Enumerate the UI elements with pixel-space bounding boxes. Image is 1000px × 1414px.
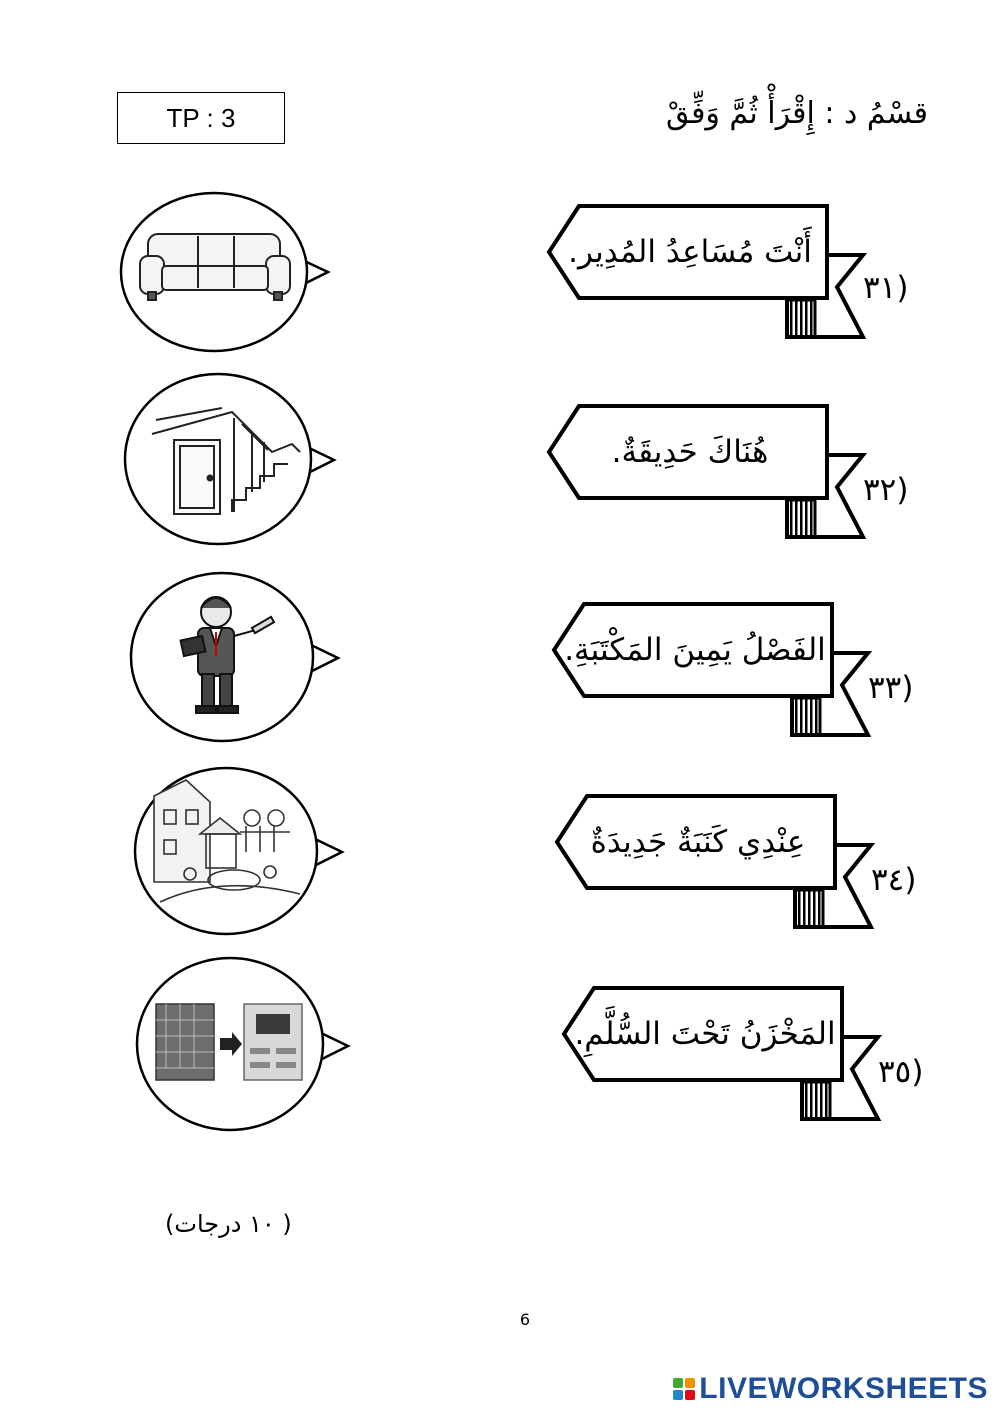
tp-box — [117, 92, 285, 144]
sentence-35: المَخْزَنُ تَحْتَ السُّلَّمِ. — [574, 1016, 836, 1052]
sentence-32: هُنَاكَ حَدِيقَةٌ. — [611, 434, 769, 470]
question-number-35: (٣٥ — [878, 1054, 924, 1090]
brand-logo-icon — [673, 1378, 695, 1400]
question-number-34: (٣٤ — [871, 862, 917, 898]
section-heading: قسْمُ د : إِقْرَأْ ثُمَّ وَفِّقْ — [666, 96, 928, 131]
question-number-32: (٣٢ — [863, 472, 909, 508]
picture-bubble-2[interactable] — [122, 372, 342, 551]
page-number: 6 — [519, 1310, 531, 1329]
sentence-34: عِنْدِي كَنَبَةٌ جَدِيدَةٌ — [590, 824, 806, 860]
sofa-icon — [140, 234, 290, 300]
picture-bubble-3[interactable] — [126, 570, 346, 749]
sentence-31: أَنْتَ مُسَاعِدُ المُدِير. — [568, 234, 812, 270]
picture-bubble-4[interactable] — [130, 762, 350, 941]
picture-bubble-5[interactable] — [136, 956, 356, 1135]
tp-label: TP : 3 — [166, 102, 236, 133]
question-number-33: (٣٣ — [868, 670, 914, 706]
liveworksheets-logo — [673, 1372, 988, 1406]
brand-name: LIVEWORKSHEETS — [699, 1372, 988, 1405]
marks-label: ( ١٠ درجات) — [165, 1210, 292, 1238]
question-number-31: (٣١ — [863, 270, 909, 306]
picture-bubble-1[interactable] — [118, 190, 338, 359]
sentence-33: الفَصْلُ يَمِينَ المَكْتَبَةِ. — [564, 632, 826, 668]
